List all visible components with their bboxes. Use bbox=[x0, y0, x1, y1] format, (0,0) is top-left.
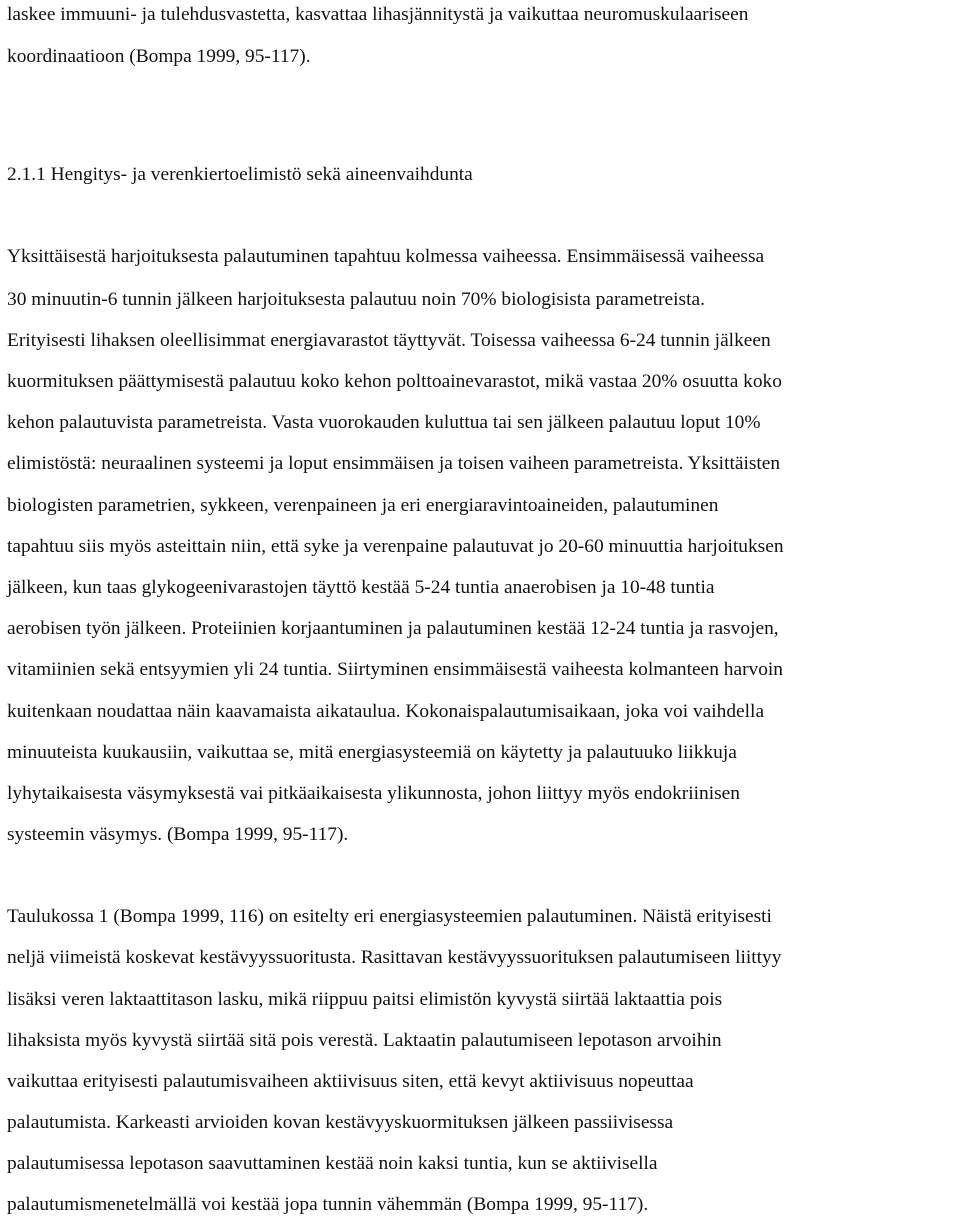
text-line: palautumista. Karkeasti arvioiden kovan kestävyyskuormituksen jälkeen passiivisessa bbox=[7, 1112, 674, 1133]
text-line: Yksittäisestä harjoituksesta palautuminen tapahtuu kolmessa vaiheessa. Ensimmäisessä vaiheessa bbox=[7, 246, 765, 267]
section-heading: 2.1.1 Hengitys- ja verenkiertoelimistö sekä aineenvaihdunta bbox=[7, 164, 473, 185]
text-line: laskee immuuni- ja tulehdusvastetta, kasvattaa lihasjännitystä ja vaikuttaa neuromuskulaariseen bbox=[7, 4, 749, 25]
text-line: Erityisesti lihaksen oleellisimmat energiavarastot täyttyvät. Toisessa vaiheessa 6-24 tunnin jälkeen bbox=[7, 330, 771, 351]
text-line: koordinaatioon (Bompa 1999, 95-117). bbox=[7, 46, 311, 67]
text-line: kuitenkaan noudattaa näin kaavamaista aikataulua. Kokonaispalautumisaikaan, joka voi vaihdella bbox=[7, 701, 765, 722]
text-line: aerobisen työn jälkeen. Proteiinien korjaantuminen ja palautuminen kestää 12-24 tuntia ja rasvojen, bbox=[7, 618, 779, 639]
text-line: jälkeen, kun taas glykogeenivarastojen täyttö kestää 5-24 tuntia anaerobisen ja 10-48 tuntia bbox=[7, 577, 715, 598]
text-line: vaikuttaa erityisesti palautumisvaiheen aktiivisuus siten, että kevyt aktiivisuus nopeuttaa bbox=[7, 1071, 694, 1092]
text-line: palautumismenetelmällä voi kestää jopa tunnin vähemmän (Bompa 1999, 95-117). bbox=[7, 1194, 649, 1215]
text-line: systeemin väsymys. (Bompa 1999, 95-117). bbox=[7, 824, 349, 845]
text-line: lisäksi veren laktaattitason lasku, mikä riippuu paitsi elimistön kyvystä siirtää laktaattia pois bbox=[7, 989, 723, 1010]
text-line: minuuteista kuukausiin, vaikuttaa se, mitä energiasysteemiä on käytetty ja palautuuko liikkuja bbox=[7, 742, 737, 763]
text-line: biologisten parametrien, sykkeen, verenpaineen ja eri energiaravintoaineiden, palautuminen bbox=[7, 495, 719, 516]
text-line: lyhytaikaisesta väsymyksestä vai pitkäaikaisesta ylikunnosta, johon liittyy myös endokriinisen bbox=[7, 783, 740, 804]
text-line: tapahtuu siis myös asteittain niin, että syke ja verenpaine palautuvat jo 20-60 minuuttia harjoituksen bbox=[7, 536, 784, 557]
text-line: palautumisessa lepotason saavuttaminen kestää noin kaksi tuntia, kun se aktiivisella bbox=[7, 1153, 658, 1174]
text-line: neljä viimeistä koskevat kestävyyssuoritusta. Rasittavan kestävyyssuorituksen palautumiseen liittyy bbox=[7, 947, 782, 968]
text-line: vitamiinien sekä entsyymien yli 24 tuntia. Siirtyminen ensimmäisestä vaiheesta kolmanteen harvoin bbox=[7, 659, 783, 680]
text-line: elimistöstä: neuraalinen systeemi ja loput ensimmäisen ja toisen vaiheen parametreista. Yksittäisten bbox=[7, 453, 781, 474]
text-line: kehon palautuvista parametreista. Vasta vuorokauden kuluttua tai sen jälkeen palautuu loput 10% bbox=[7, 412, 761, 433]
text-line: 30 minuutin-6 tunnin jälkeen harjoituksesta palautuu noin 70% biologisista parametreista. bbox=[7, 289, 705, 310]
text-line: kuormituksen päättymisestä palautuu koko kehon polttoainevarastot, mikä vastaa 20% osuutta koko bbox=[7, 371, 782, 392]
text-line: lihaksista myös kyvystä siirtää sitä pois verestä. Laktaatin palautumiseen lepotason arvoihin bbox=[7, 1030, 722, 1051]
text-line: Taulukossa 1 (Bompa 1999, 116) on esitelty eri energiasysteemien palautuminen. Näistä erityisesti bbox=[7, 906, 772, 927]
